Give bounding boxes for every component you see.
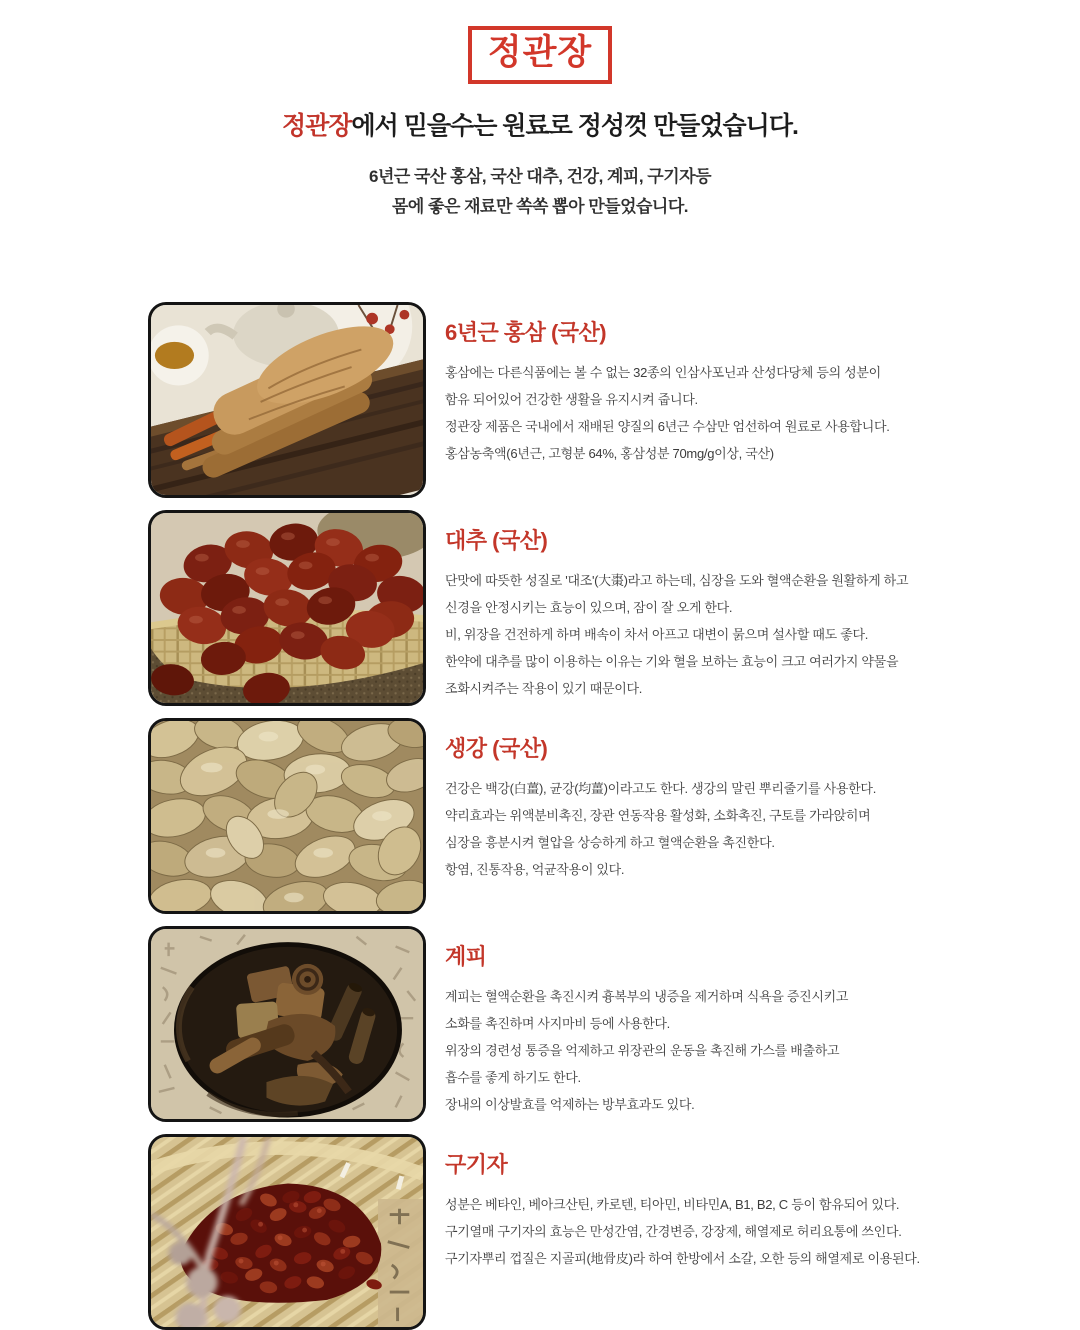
ginger-photo	[148, 718, 426, 914]
goji-berry-photo	[148, 1134, 426, 1330]
brand-logo	[468, 26, 612, 84]
section-title: 대추 (국산)	[445, 527, 548, 553]
description-line: 신경을 안정시키는 효능이 있으며, 잠이 잘 오게 한다.	[445, 599, 733, 615]
description-line: 항염, 진통작용, 억균작용이 있다.	[445, 861, 625, 877]
section-title: 생강 (국산)	[445, 735, 548, 761]
red-ginseng-photo	[148, 302, 426, 498]
description-line: 비, 위장을 건전하게 하며 배속이 차서 아프고 대변이 묽으며 설사할 때도 좋다.	[445, 626, 869, 642]
ginger-illustration	[151, 721, 423, 911]
section-title: 구기자	[445, 1151, 508, 1177]
page-headline	[0, 106, 1080, 142]
section-ginger	[148, 718, 1080, 914]
red-ginseng-illustration	[151, 305, 423, 495]
section-text	[445, 1134, 1065, 1330]
description-line: 건강은 백강(白薑), 균강(均薑)이라고도 한다. 생강의 말린 뿌리줄기를 사용한다.	[445, 780, 877, 796]
description-line: 함유 되어있어 건강한 생활을 유지시켜 줍니다.	[445, 391, 698, 407]
description-line: 심장을 흥분시켜 혈압을 상승하게 하고 혈액순환을 촉진한다.	[445, 834, 775, 850]
section-red-ginseng	[148, 302, 1080, 498]
jujube-photo	[148, 510, 426, 706]
cinnamon-photo	[148, 926, 426, 1122]
page-subtitle	[0, 162, 1080, 222]
description-line: 조화시켜주는 작용이 있기 때문이다.	[445, 680, 643, 696]
description-line: 흡수를 좋게 하기도 한다.	[445, 1069, 581, 1085]
brand-logo-text: 정관장	[487, 33, 593, 72]
description-line: 구기열매 구기자의 효능은 만성간염, 간경변증, 강장제, 해열제로 허리요통에 쓰인다.	[445, 1223, 902, 1239]
section-text	[445, 718, 1065, 914]
description-line: 약리효과는 위액분비촉진, 장관 연동작용 활성화, 소화촉진, 구토를 가라앉히며	[445, 807, 871, 823]
section-title: 계피	[445, 943, 487, 969]
goji-berry-illustration	[151, 1137, 423, 1327]
subtitle-line-1: 6년근 국산 홍삼, 국산 대추, 건강, 계피, 구기자등	[368, 166, 711, 186]
cinnamon-illustration	[151, 929, 423, 1119]
description-line: 성분은 베타인, 베아크산틴, 카로텐, 티아민, 비타민A, B1, B2, C 등이 함유되어 있다.	[445, 1196, 900, 1212]
headline-brand-text: 정관장	[282, 111, 352, 140]
section-goji-berry	[148, 1134, 1080, 1330]
section-jujube	[148, 510, 1080, 706]
description-line: 소화를 촉진하며 사지마비 등에 사용한다.	[445, 1015, 670, 1031]
section-text	[445, 926, 1065, 1122]
section-text	[445, 302, 1065, 498]
description-line: 장내의 이상발효를 억제하는 방부효과도 있다.	[445, 1096, 695, 1112]
headline-rest-text: 에서 믿을수는 원료로 정성껏 만들었습니다.	[351, 111, 798, 140]
section-cinnamon	[148, 926, 1080, 1122]
description-line: 위장의 경련성 통증을 억제하고 위장관의 운동을 촉진해 가스를 배출하고	[445, 1042, 840, 1058]
subtitle-line-2: 몸에 좋은 재료만 쏙쏙 뽑아 만들었습니다.	[391, 196, 688, 216]
section-text	[445, 510, 1065, 706]
description-line: 계피는 혈액순환을 촉진시켜 흉복부의 냉증을 제거하며 식욕을 증진시키고	[445, 988, 849, 1004]
description-line: 구기자뿌리 껍질은 지골피(地骨皮)라 하여 한방에서 소갈, 오한 등의 해열제로 이용된다.	[445, 1250, 920, 1266]
section-title: 6년근 홍삼 (국산)	[445, 319, 607, 345]
description-line: 단맛에 따뜻한 성질로 '대조'(大棗)라고 하는데, 심장을 도와 혈액순환을 원활하게 하고	[445, 572, 909, 588]
description-line: 홍삼농축액(6년근, 고형분 64%, 홍삼성분 70mg/g이상, 국산)	[445, 445, 774, 461]
page-header	[0, 0, 1080, 222]
ingredient-sections	[0, 302, 1080, 1330]
jujube-illustration	[151, 513, 423, 703]
description-line: 정관장 제품은 국내에서 재배된 양질의 6년근 수삼만 엄선하여 원료로 사용합니다.	[445, 418, 890, 434]
description-line: 한약에 대추를 많이 이용하는 이유는 기와 혈을 보하는 효능이 크고 여러가지 약물을	[445, 653, 899, 669]
description-line: 홍삼에는 다른식품에는 볼 수 없는 32종의 인삼사포닌과 산성다당체 등의 성분이	[445, 364, 881, 380]
